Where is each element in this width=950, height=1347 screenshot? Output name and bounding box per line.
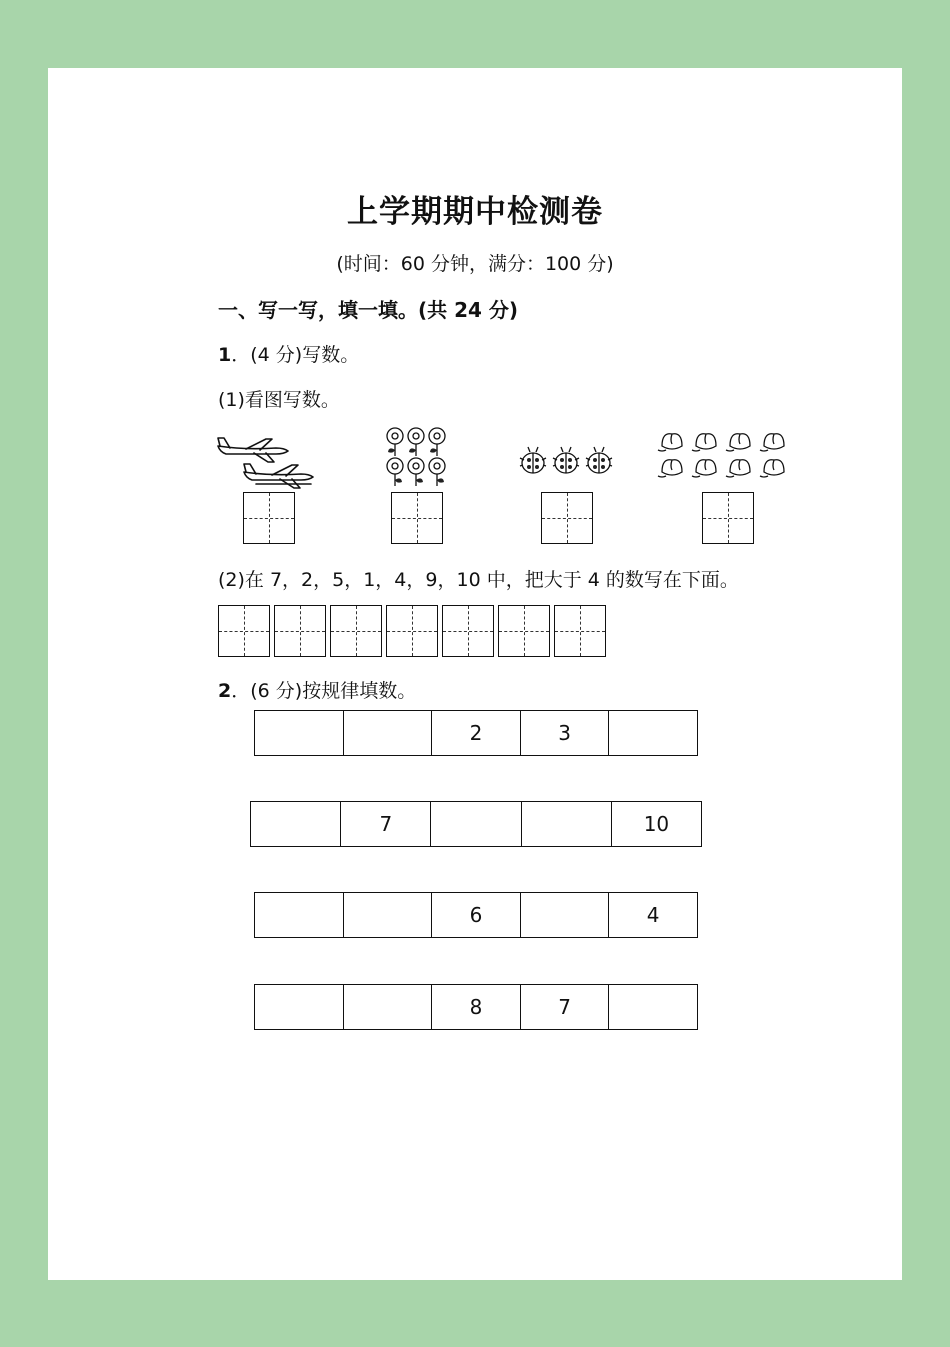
pattern-cell[interactable] (255, 893, 343, 937)
exam-info: (时间：60 分钟，满分：100 分) (336, 253, 614, 275)
pattern-cell[interactable] (520, 893, 609, 937)
section-heading: 一、写一写，填一填。(共 24 分) (218, 298, 519, 322)
pattern-cell: 10 (611, 802, 701, 846)
pattern-cell: 7 (520, 985, 609, 1029)
pattern-row-1 (254, 710, 698, 756)
pattern-cell: 4 (608, 893, 697, 937)
question-number: 2 (218, 680, 232, 702)
pattern-cell: 2 (431, 711, 520, 755)
answer-grid[interactable] (498, 605, 550, 657)
pattern-cell[interactable] (255, 985, 343, 1029)
pattern-cell[interactable] (608, 985, 697, 1029)
answer-grid[interactable] (330, 605, 382, 657)
answer-grid-peaches[interactable] (702, 492, 754, 544)
question-1-part-2: (2)在 7，2，5，1，4，9，10 中，把大于 4 的数写在下面。 (218, 569, 739, 591)
answer-grid[interactable] (442, 605, 494, 657)
answer-grid-flowers[interactable] (391, 492, 443, 544)
question-1-part-1: (1)看图写数。 (218, 389, 340, 411)
peach-icon (658, 428, 798, 480)
pattern-cell[interactable] (430, 802, 520, 846)
pattern-cell[interactable] (255, 711, 343, 755)
pattern-cell[interactable] (343, 893, 432, 937)
pattern-cell[interactable] (251, 802, 340, 846)
question-1 (218, 340, 359, 367)
pattern-cell: 3 (520, 711, 609, 755)
pattern-cell: 7 (340, 802, 430, 846)
answer-grid[interactable] (386, 605, 438, 657)
answer-grid[interactable] (554, 605, 606, 657)
pattern-cell[interactable] (521, 802, 611, 846)
page-title: 上学期期中检测卷 (347, 194, 603, 230)
answer-grid[interactable] (218, 605, 270, 657)
answer-grid-ladybugs[interactable] (541, 492, 593, 544)
pattern-cell: 6 (431, 893, 520, 937)
flower-icon (385, 426, 447, 488)
question-text: ．(6 分)按规律填数。 (231, 680, 417, 702)
pattern-cell: 8 (431, 985, 520, 1029)
pattern-cell[interactable] (608, 711, 697, 755)
question-number: 1 (218, 344, 232, 366)
answer-grid[interactable] (274, 605, 326, 657)
pattern-row-2 (250, 801, 702, 847)
question-text: ．(4 分)写数。 (231, 344, 360, 366)
pattern-row-3 (254, 892, 698, 938)
pattern-row-4 (254, 984, 698, 1030)
airplane-icon (216, 436, 326, 491)
ladybug-icon (518, 446, 618, 476)
answer-grid-airplanes[interactable] (243, 492, 295, 544)
worksheet-page (48, 68, 902, 1280)
pattern-cell[interactable] (343, 711, 432, 755)
pattern-cell[interactable] (343, 985, 432, 1029)
question-2 (218, 676, 416, 703)
